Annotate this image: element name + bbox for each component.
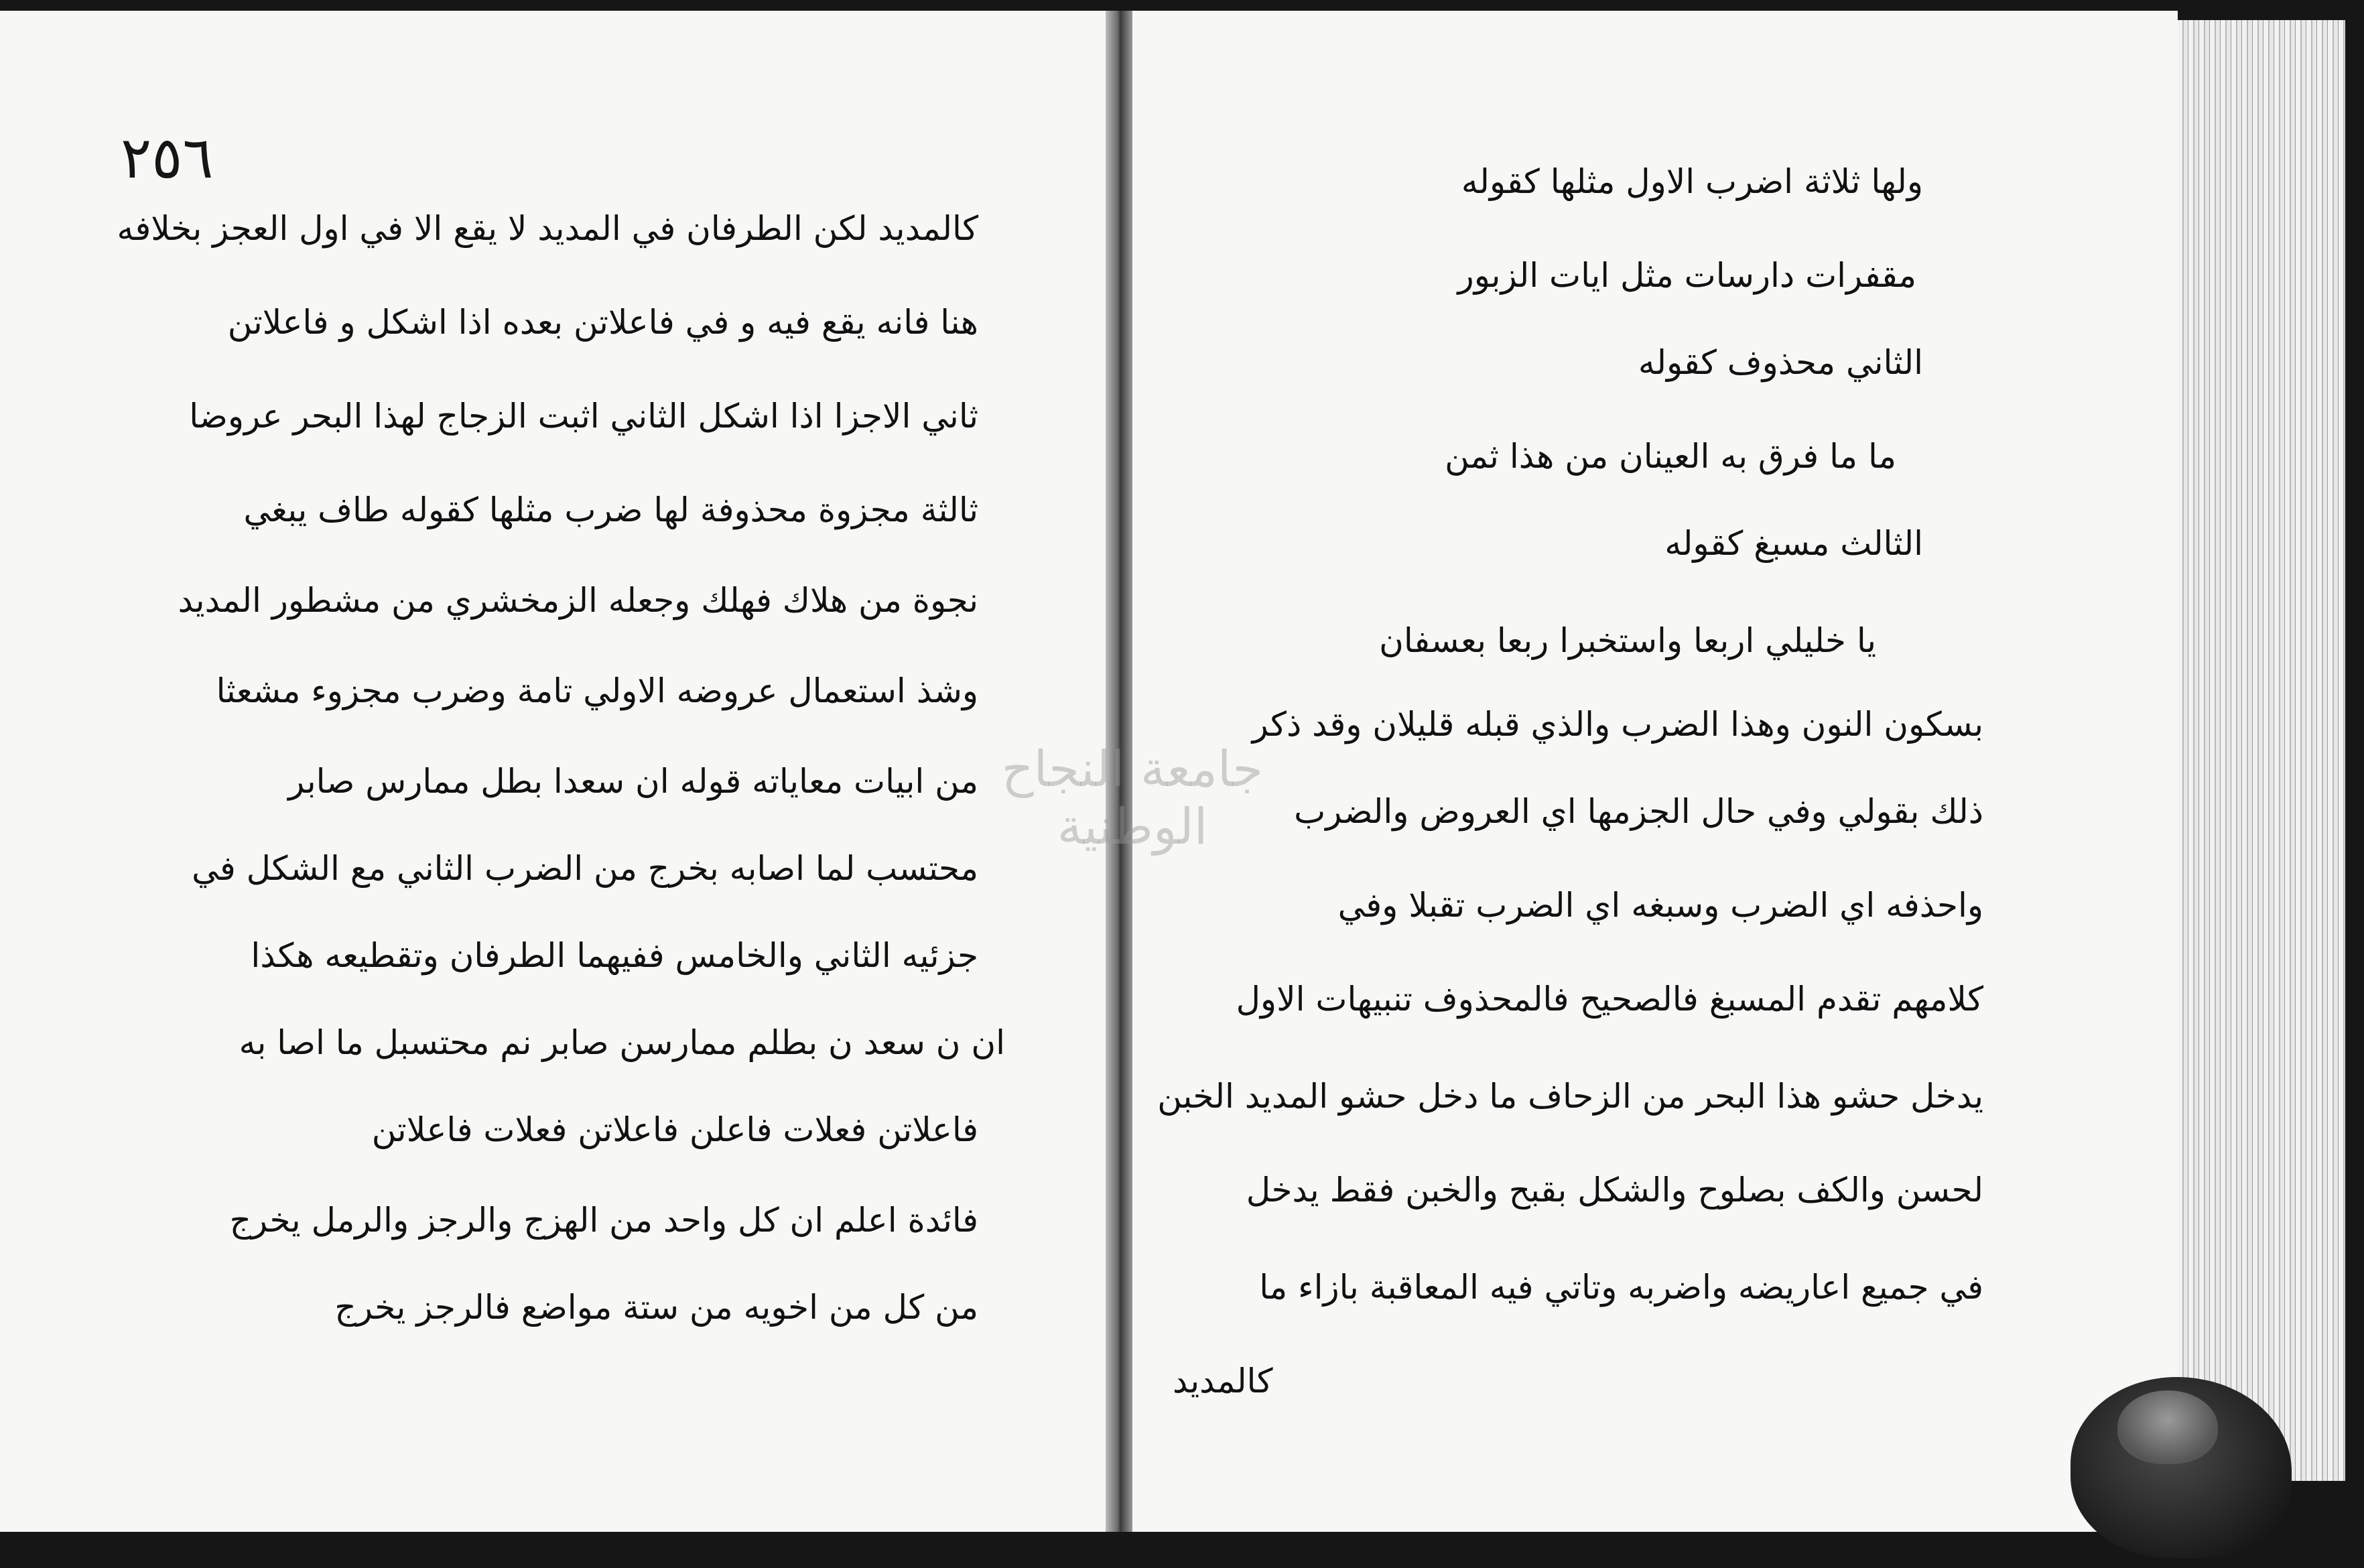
right-line-8: ذلك بقولي وفي حال الجزمها اي العروض والضرب — [1294, 792, 1983, 831]
left-line-5: نجوة من هلاك فهلك وجعله الزمخشري من مشطور المديد — [178, 581, 978, 620]
right-line-10: كلامهم تقدم المسبغ فالصحيح فالمحذوف تنبيهات الاول — [1236, 980, 1983, 1019]
thumbnail — [2117, 1390, 2218, 1464]
left-line-7: من ابيات معاياته قوله ان سعدا بطل ممارس صابر — [288, 762, 978, 801]
library-watermark: جامعة النجاح الوطنية — [1001, 740, 1264, 856]
right-line-7: بسكون النون وهذا الضرب والذي قبله قليلان وقد ذكر — [1252, 705, 1983, 744]
right-line-9: واحذفه اي الضرب وسبغه اي الضرب تقبلا وفي — [1337, 886, 1983, 925]
left-line-2: هنا فانه يقع فيه و في فاعلاتن بعده اذا اشكل و فاعلاتن — [227, 303, 978, 342]
left-line-6: وشذ استعمال عروضه الاولي تامة وضرب مجزوء مشعثا — [216, 671, 978, 710]
left-line-8: محتسب لما اصابه بخرج من الضرب الثاني مع الشكل في — [192, 849, 978, 888]
left-line-3: ثاني الاجزا اذا اشكل الثاني اثبت الزجاج لهذا البحر عروضا — [189, 397, 978, 436]
left-page — [0, 11, 1106, 1532]
right-line-2: مقفرات دارسات مثل ايات الزبور — [1457, 256, 1916, 295]
right-line-5: الثالث مسبغ كقوله — [1664, 524, 1923, 563]
left-line-1: كالمديد لكن الطرفان في المديد لا يقع الا في اول العجز بخلافه — [117, 209, 978, 248]
page-edges — [2178, 20, 2345, 1481]
right-line-6: يا خليلي اربعا واستخبرا ربعا بعسفان — [1379, 621, 1876, 660]
page-number: ٢٥٦ — [121, 125, 214, 192]
right-line-1: ولها ثلاثة اضرب الاول مثلها كقوله — [1461, 162, 1923, 201]
left-line-12: فائدة اعلم ان كل واحد من الهزج والرجز والرمل يخرج — [229, 1201, 978, 1240]
left-line-10: ان ن سعد ن بطلم ممارسن صابر نم محتسبل ما اصا به — [239, 1023, 1005, 1062]
right-line-14: كالمديد — [1173, 1362, 1273, 1400]
left-line-4: ثالثة مجزوة محذوفة لها ضرب مثلها كقوله طاف يبغي — [243, 491, 978, 529]
right-line-4: ما ما فرق به العينان من هذا ثمن — [1445, 437, 1896, 476]
right-line-11: يدخل حشو هذا البحر من الزحاف ما دخل حشو المديد الخبن — [1157, 1077, 1983, 1116]
left-line-9: جزئيه الثاني والخامس ففيهما الطرفان وتقطيعه هكذا — [251, 936, 978, 975]
right-line-3: الثاني محذوف كقوله — [1638, 343, 1923, 382]
right-line-12: لحسن والكف بصلوح والشكل بقبح والخبن فقط يدخل — [1246, 1171, 1983, 1210]
right-line-13: في جميع اعاريضه واضربه وتاتي فيه المعاقبة بازاء ما — [1259, 1268, 1983, 1307]
left-line-13: من كل من اخويه من ستة مواضع فالرجز يخرج — [334, 1288, 978, 1327]
left-line-11: فاعلاتن فعلات فاعلن فاعلاتن فعلات فاعلاتن — [371, 1110, 978, 1149]
